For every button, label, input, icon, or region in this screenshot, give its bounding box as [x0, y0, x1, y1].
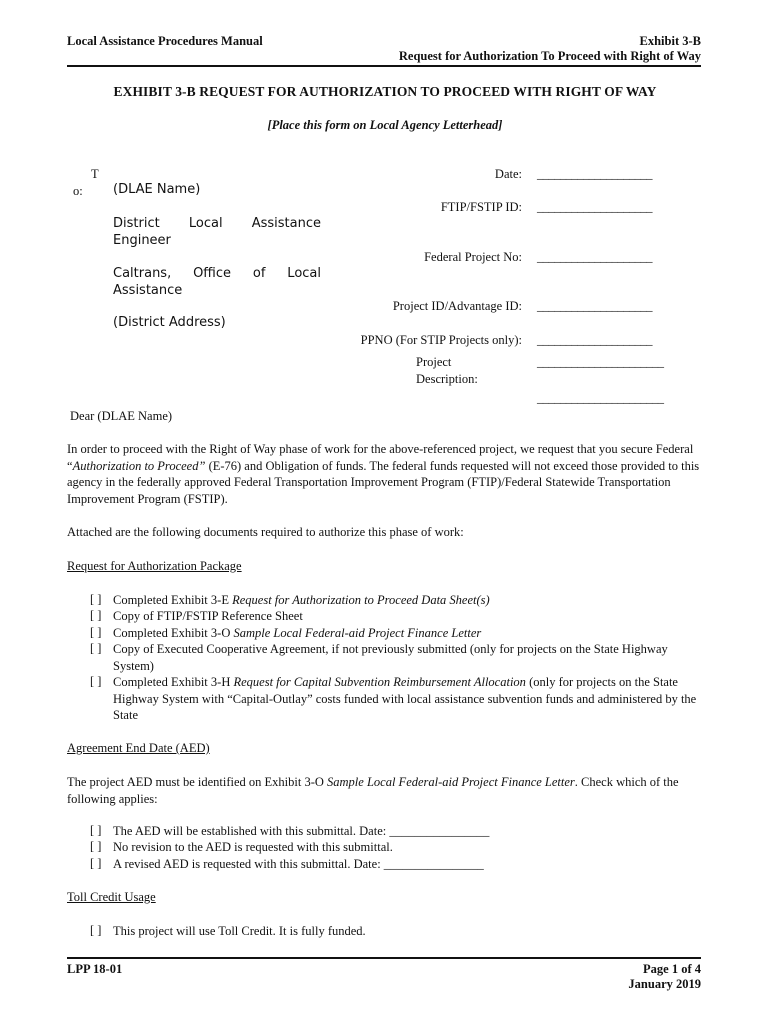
- ppno-field[interactable]: ____________________: [537, 333, 652, 347]
- aed-item-1: The AED will be established with this submittal. Date: ________________: [113, 824, 490, 838]
- page-title: EXHIBIT 3-B REQUEST FOR AUTHORIZATION TO PROCEED WITH RIGHT OF WAY: [113, 84, 657, 99]
- footer-date: January 2019: [628, 977, 701, 991]
- aed-item-2: No revision to the AED is requested with this submittal.: [113, 840, 393, 854]
- footer-doc-number: LPP 18-01: [67, 962, 123, 976]
- to-line-engineer: District Local Assistance Engineer: [113, 216, 321, 248]
- project-id-label: Project ID/Advantage ID:: [392, 299, 522, 313]
- salutation: Dear (DLAE Name): [70, 409, 173, 423]
- ppno-label: PPNO (For STIP Projects only):: [360, 333, 522, 347]
- intro-paragraph: [67, 441, 701, 507]
- package-checkbox-5[interactable]: [ ]: [90, 674, 102, 688]
- to-label-t: T: [91, 167, 99, 181]
- package-item-2: [113, 608, 703, 625]
- aed-item-3: A revised AED is requested with this submittal. Date: ________________: [113, 857, 484, 871]
- package-heading: Request for Authorization Package: [67, 559, 242, 573]
- package-checkbox-3[interactable]: [ ]: [90, 625, 102, 639]
- dlae-name: (DLAE Name): [113, 182, 201, 197]
- aed-checkbox-2[interactable]: [ ]: [90, 839, 102, 853]
- attached-text: Attached are the following documents required to authorize this phase of work:: [67, 525, 464, 539]
- date-field[interactable]: ____________________: [537, 167, 652, 181]
- package-item-5-text-post: (only for projects on the State Highway System with “Capital-Outlay” costs funded with local assistance subvention funds and administered by the State: [113, 675, 697, 722]
- aed-text-2: . Check which of the following applies:: [67, 775, 679, 806]
- package-item-4-text: Copy of Executed Cooperative Agreement, if not previously submitted (only for projects on the State Highway System): [113, 642, 668, 673]
- package-checkbox-1[interactable]: [ ]: [90, 592, 102, 606]
- aed-text-1: The project AED must be identified on Exhibit 3-O: [67, 775, 328, 789]
- aed-text-italic: Sample Local Federal-aid Project Finance Letter: [327, 775, 575, 789]
- intro-text-1: In order to proceed with the Right of Way phase of work for the above-referenced project, we request that you secure Federal “: [67, 442, 694, 473]
- toll-checkbox-1[interactable]: [ ]: [90, 923, 102, 937]
- footer-page-number: Page 1 of 4: [643, 962, 701, 976]
- package-checkbox-4[interactable]: [ ]: [90, 641, 102, 655]
- aed-checkbox-3[interactable]: [ ]: [90, 856, 102, 870]
- project-description-field-2[interactable]: ______________________: [537, 391, 664, 405]
- package-item-2-text: Copy of FTIP/FSTIP Reference Sheet: [113, 609, 303, 623]
- ftip-id-label: FTIP/FSTIP ID:: [440, 200, 522, 214]
- package-item-5-text: Completed Exhibit 3-H: [113, 675, 234, 689]
- ftip-id-field[interactable]: ____________________: [537, 200, 652, 214]
- package-item-3-text: Completed Exhibit 3-O: [113, 626, 234, 640]
- toll-heading: Toll Credit Usage: [67, 890, 156, 904]
- header-rule: [67, 65, 701, 67]
- letterhead-note: [Place this form on Local Agency Letterhead]: [267, 118, 503, 132]
- project-description-label-2: Description:: [416, 372, 478, 386]
- intro-text-italic: Authorization to Proceed”: [72, 458, 206, 473]
- package-item-1-italic: Request for Authorization to Proceed Data Sheet(s): [232, 593, 490, 607]
- district-address: (District Address): [113, 315, 226, 330]
- package-item-3: [113, 625, 703, 642]
- package-item-4: [113, 641, 703, 674]
- package-item-3-italic: Sample Local Federal-aid Project Finance Letter: [233, 626, 482, 640]
- to-label-o: o:: [73, 184, 83, 198]
- aed-checkbox-1[interactable]: [ ]: [90, 823, 102, 837]
- aed-heading: Agreement End Date (AED): [67, 741, 210, 755]
- footer-rule: [67, 957, 701, 959]
- package-item-5: [113, 674, 703, 724]
- package-item-1-text: Completed Exhibit 3-E: [113, 593, 233, 607]
- intro-text-2: (E-76) and Obligation of funds. The federal funds requested will not exceed those provided to this agency in the federally approved Federal Transportation Improvement Program (FTIP)/Federal Statewide Transportation Improvement Program (FSTIP).: [67, 458, 700, 506]
- package-item-5-italic: Request for Capital Subvention Reimbursement Allocation: [233, 675, 526, 689]
- header-exhibit-title: Request for Authorization To Proceed with Right of Way: [398, 49, 701, 63]
- header-manual-title: Local Assistance Procedures Manual: [67, 34, 263, 48]
- package-item-1: [113, 592, 703, 609]
- date-label: Date:: [494, 167, 522, 181]
- federal-project-no-field[interactable]: ____________________: [537, 250, 652, 264]
- federal-project-no-label: Federal Project No:: [424, 250, 522, 264]
- project-description-field-1[interactable]: ______________________: [537, 355, 664, 369]
- to-line-office: Caltrans, Office of Local Assistance: [113, 266, 321, 298]
- project-description-label-1: Project: [416, 355, 452, 369]
- package-checkbox-2[interactable]: [ ]: [90, 608, 102, 622]
- toll-item-1: This project will use Toll Credit. It is fully funded.: [113, 924, 366, 938]
- header-exhibit-number: Exhibit 3-B: [639, 34, 701, 48]
- project-id-field[interactable]: ____________________: [537, 299, 652, 313]
- aed-paragraph: [67, 774, 701, 807]
